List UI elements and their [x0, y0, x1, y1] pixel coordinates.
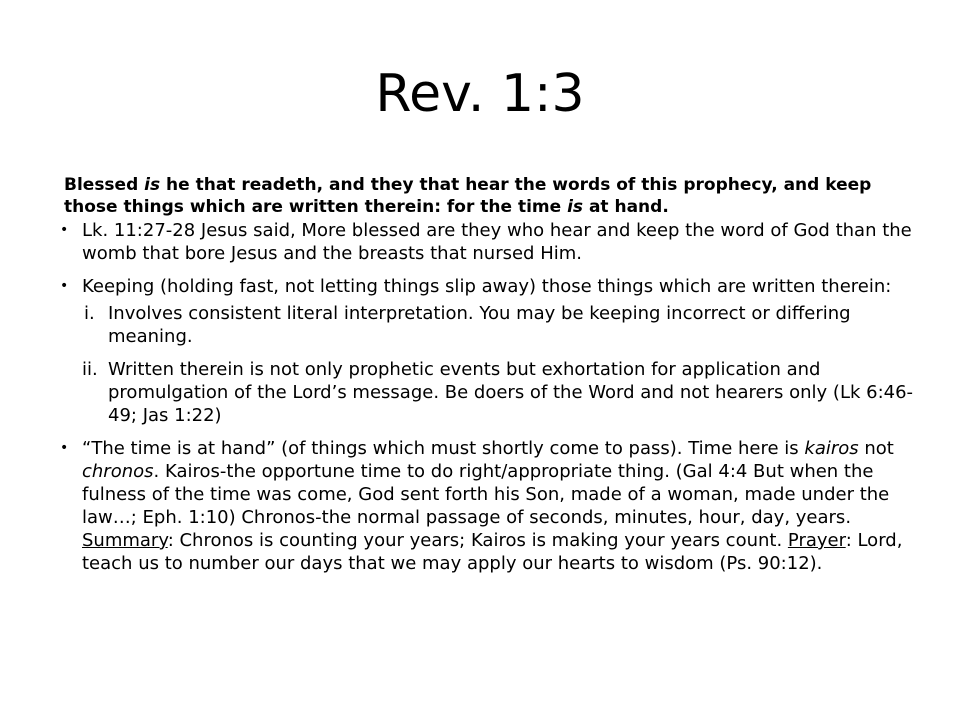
bullet-marker: • — [60, 440, 69, 456]
bullet-list — [60, 219, 920, 585]
italic-kairos: kairos — [804, 438, 859, 459]
text-run: not — [858, 438, 894, 459]
text-run: . Kairos-the opportune time to do right/appropriate thing. (Gal 4:4 But when the fulness of the time was come, God sent forth his Son, made of a woman, made under the law…; Eph. 1:10) Chronos-the normal passage of seconds, minutes, hour, day, years. — [82, 461, 890, 528]
verse-part: at hand. — [583, 197, 669, 217]
slide-title: Rev. 1:3 — [375, 64, 585, 124]
sub-item — [60, 358, 920, 427]
bullet-marker: • — [60, 278, 69, 294]
bullet-text: Lk. 11:27-28 Jesus said, More blessed are they who hear and keep the word of God than the womb that bore Jesus and the breasts that nursed Him. — [82, 220, 912, 264]
verse-italic-is: is — [144, 175, 161, 195]
sub-marker: i. — [84, 303, 95, 324]
sub-text: Involves consistent literal interpretation. You may be keeping incorrect or differing meaning. — [108, 303, 851, 347]
bullet-item — [60, 437, 920, 575]
underlined-summary: Summary — [82, 530, 168, 551]
sub-item — [60, 302, 920, 348]
verse-italic-is: is — [567, 197, 584, 217]
sub-text: Written therein is not only prophetic events but exhortation for application and promulgation of the Lord’s message. Be doers of the Word and not hearers only (Lk 6:46-49; Jas 1:22) — [108, 359, 914, 426]
verse-part: he that readeth, and they that hear the words of this prophecy, and keep those things which are written therein: for the time — [64, 175, 872, 217]
sub-marker: ii. — [82, 359, 98, 380]
text-run: : Chronos is counting your years; Kairos is making your years count. — [167, 530, 788, 551]
bullet-item — [60, 219, 920, 265]
bullet-text — [82, 438, 902, 574]
bullet-text: Keeping (holding fast, not letting things slip away) those things which are written therein: — [82, 276, 892, 297]
underlined-prayer: Prayer — [787, 530, 846, 551]
italic-chronos: chronos — [82, 461, 154, 482]
text-run: “The time is at hand” (of things which must shortly come to pass). Time here is — [82, 438, 805, 459]
text-run: : Lord, teach us to number our days that we may apply our hearts to wisdom (Ps. 90:12). — [82, 530, 903, 574]
bullet-item — [60, 275, 920, 298]
bullet-marker: • — [60, 222, 69, 238]
verse-text — [64, 174, 904, 218]
verse-part: Blessed — [64, 175, 145, 195]
